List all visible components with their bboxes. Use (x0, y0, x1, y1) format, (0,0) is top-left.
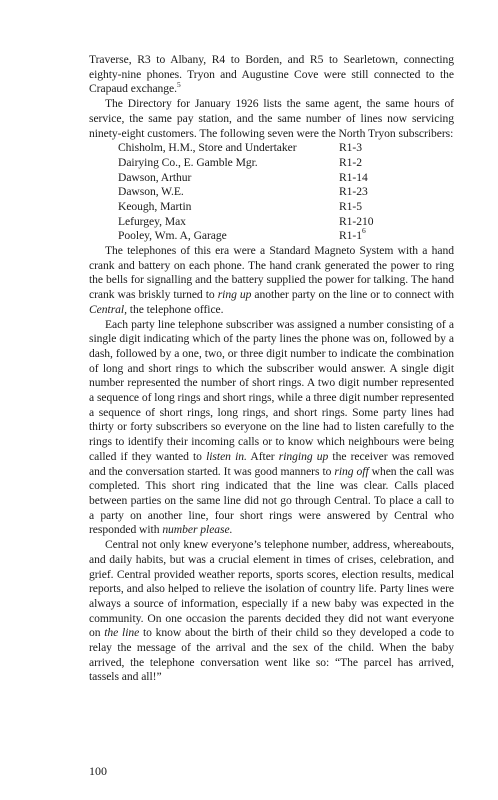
italic-run: Central, (89, 302, 127, 316)
paragraph-text: Traverse, R3 to Albany, R4 to Borden, and R5 to Searletown, connecting eighty-nine phones. Tryon and Augustine Cove were still connected to the Crapaud exchange. (89, 53, 454, 96)
italic-run: the line (104, 626, 140, 640)
list-item (118, 171, 454, 186)
list-item (118, 226, 454, 244)
subscriber-name: Keough, Martin (118, 199, 192, 213)
text-run: to know about the birth of their child so they developed a code to relay the message of the arrival and the sex of the child. When the baby arrived, the telephone conversation went like so: “The parcel has arrived, tassels and all!” (89, 626, 454, 684)
ring-number (339, 226, 366, 244)
paragraph-central (89, 538, 454, 685)
paragraph-party-line (89, 318, 454, 539)
ring-number: R1-14 (339, 170, 368, 184)
subscriber-list (118, 141, 454, 244)
italic-run: ring off (334, 464, 369, 478)
ring-number: R1-23 (339, 185, 368, 199)
ring-number: R1-210 (339, 214, 374, 228)
text-run: when the call was completed. This short ring indicated that the line was clear. Calls placed between parties on the same line did not go through Central. To place a call to a party on another line, four short rings were answered by Central who responded with (89, 464, 454, 537)
ring-number: R1-3 (339, 141, 362, 155)
text-run: the telephone office. (126, 302, 224, 316)
list-item (118, 185, 454, 200)
footnote-marker: 6 (362, 226, 366, 236)
italic-run: ring up (217, 288, 252, 302)
list-item (118, 215, 454, 230)
paragraph-directory: The Directory for January 1926 lists the same agent, the same hours of service, the same pay station, and the same number of lines now servicing ninety-eight customers. The following seven were the North Tryon subscribers: (89, 97, 454, 140)
ring-number: R1-5 (339, 199, 362, 213)
body-text (89, 53, 454, 685)
page-number: 100 (89, 764, 107, 778)
text-run: another party on the line or to connect with (251, 288, 454, 302)
italic-run: ringing up (278, 449, 329, 463)
italic-run: number please. (162, 523, 233, 537)
subscriber-name: Dawson, W.E. (118, 185, 184, 199)
list-item (118, 156, 454, 171)
footnote-marker: 5 (177, 79, 181, 89)
text-run: After (246, 449, 279, 463)
text-run: The telephones of this era were a Standard Magneto System with a hand crank and battery on each phone. The hand crank generated the power to ring the bells for signalling and the battery supplied the power for talking. The hand crank was briskly turned to (89, 244, 454, 302)
list-item (118, 141, 454, 156)
ring-number: R1-2 (339, 155, 362, 169)
subscriber-name: Lefurgey, Max (118, 214, 186, 228)
list-item (118, 200, 454, 215)
paragraph-continued (89, 53, 454, 97)
subscriber-name: Pooley, Wm. A, Garage (118, 229, 227, 243)
text-run: the receiver was removed and the conversation started. It was good manners to (89, 449, 454, 478)
subscriber-name: Dawson, Arthur (118, 170, 192, 184)
subscriber-name: Chisholm, H.M., Store and Undertaker (118, 141, 297, 155)
text-run: Central not only knew everyone’s telephone number, address, whereabouts, and daily habits, but was a crucial element in times of crises, celebration, and grief. Central provided weather reports, sports scores, election results, medical reports, and also helped to relieve the isolation of country life. Party lines were always a source of information, especially if a new baby was expected in the community. On one occasion the parents decided they did not want everyone on (89, 538, 454, 640)
ring-number-text: R1-1 (339, 229, 362, 243)
paragraph-magneto (89, 244, 454, 318)
subscriber-name: Dairying Co., E. Gamble Mgr. (118, 155, 258, 169)
italic-run: listen in. (206, 449, 247, 463)
text-run: Each party line telephone subscriber was assigned a number consisting of a single digit indicating which of the party lines the phone was on, followed by a dash, followed by a one, two, or three digit number to indicate the combination of long and short rings to which the subscriber would answer. A single digit number represented the number of short rings. A two digit number represented a sequence of long rings and short rings, while a three digit number represented a sequence of short rings, long rings, and short rings. Some party lines had thirty or forty subscribers so everyone on the line had to listen carefully to the rings to identify their incoming calls or to know which neighbours were being called if they wanted to (89, 317, 454, 463)
